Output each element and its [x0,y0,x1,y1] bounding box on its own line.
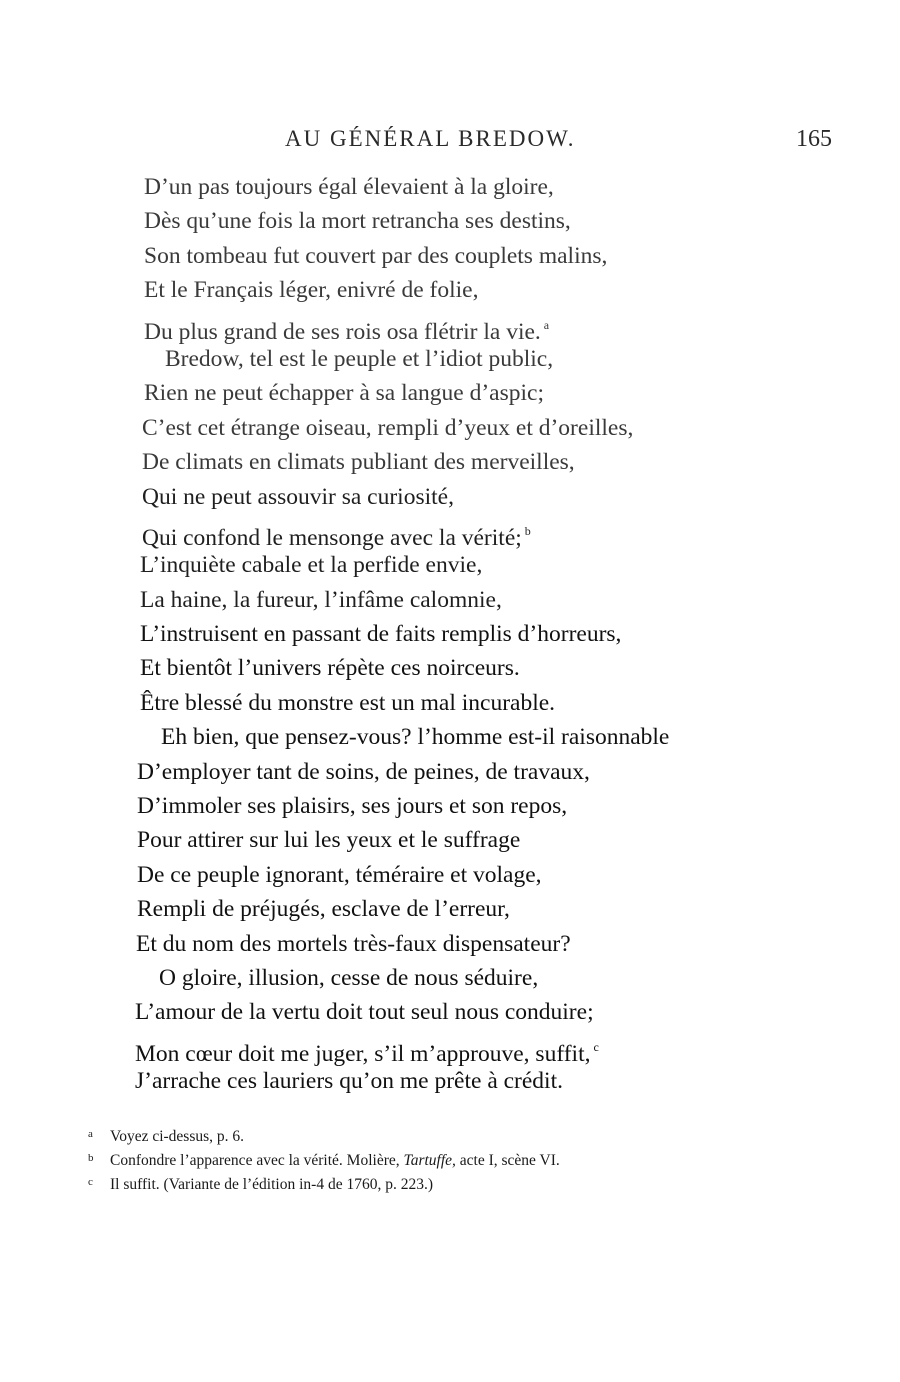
footnote-c [88,1170,848,1194]
verse-line: Mon cœur doit me juger, s’il m’approuve, suffit, $^c$ [135,1039,599,1067]
footnote-b [88,1146,848,1170]
verse-line: De climats en climats publiant des merveilles, [142,449,575,476]
verse-line: L’instruisent en passant de faits remplis d’horreurs, [140,621,622,648]
running-title: AU GÉNÉRAL BREDOW. [285,126,576,151]
footnotes [88,1122,848,1194]
verse-line: O gloire, illusion, cesse de nous séduire, [159,964,539,991]
verse-line: Du plus grand de ses rois osa flétrir la vie. $^a$ [144,317,550,345]
verse-line: Rien ne peut échapper à sa langue d’aspic; [144,380,544,407]
page-header [0,126,900,162]
verse-line: De ce peuple ignorant, téméraire et volage, [137,861,542,888]
verse-line: La haine, la fureur, l’infâme calomnie, [140,586,502,613]
footnote-text: acte I, scène VI. [455,1152,560,1169]
verse-line: Et bientôt l’univers répète ces noirceurs. [140,655,520,682]
verse-line: D’un pas toujours égal élevaient à la gloire, [144,174,554,200]
verse-line: Et du nom des mortels très-faux dispensateur? [136,930,571,957]
verse-line: Eh bien, que pensez-vous? l’homme est-il raisonnable [161,724,670,751]
footnote-ref[interactable]: b [524,523,531,538]
verse-line: J’arrache ces lauriers qu’on me prête à crédit. [135,1068,563,1095]
footnote-mark: c [88,1176,93,1188]
verse-line: Être blessé du monstre est un mal incurable. [140,689,556,716]
verse-line: Qui ne peut assouvir sa curiosité, [142,483,454,510]
footnote-title: Tartuffe, [403,1152,456,1169]
footnote-mark: a [88,1128,93,1140]
footnote-text: Confondre l’apparence avec la vérité. Molière, [110,1152,404,1169]
footnote-a [88,1122,848,1146]
footnote-ref[interactable]: c [593,1039,599,1054]
verse-line: Son tombeau fut couvert par des couplets malins, [144,242,608,269]
poem-body [0,170,900,1099]
verse-line: Pour attirer sur lui les yeux et le suffrage [137,827,521,854]
verse-line: Et le Français léger, enivré de folie, [144,277,479,304]
footnote-ref[interactable]: a [543,317,550,332]
verse-line: Bredow, tel est le peuple et l’idiot public, [165,345,554,372]
page-number: 165 [796,126,832,152]
verse-line: L’inquiète cabale et la perfide envie, [140,552,483,579]
verse-line: Dès qu’une fois la mort retrancha ses destins, [144,208,571,235]
verse-line: D’immoler ses plaisirs, ses jours et son repos, [137,793,568,820]
verse-line: C’est cet étrange oiseau, rempli d’yeux et d’oreilles, [142,414,634,441]
footnote-text: Voyez ci-dessus, p. 6. [110,1128,245,1145]
verse-line: Qui confond le mensonge avec la vérité; $^b$ [142,523,531,551]
footnote-text: Il suffit. (Variante de l’édition in-4 de 1760, p. 223.) [110,1176,433,1193]
verse-line: Rempli de préjugés, esclave de l’erreur, [137,896,510,923]
verse-line: L’amour de la vertu doit tout seul nous conduire; [135,999,594,1026]
footnote-mark: b [88,1152,94,1164]
verse-line: D’employer tant de soins, de peines, de travaux, [137,758,590,785]
